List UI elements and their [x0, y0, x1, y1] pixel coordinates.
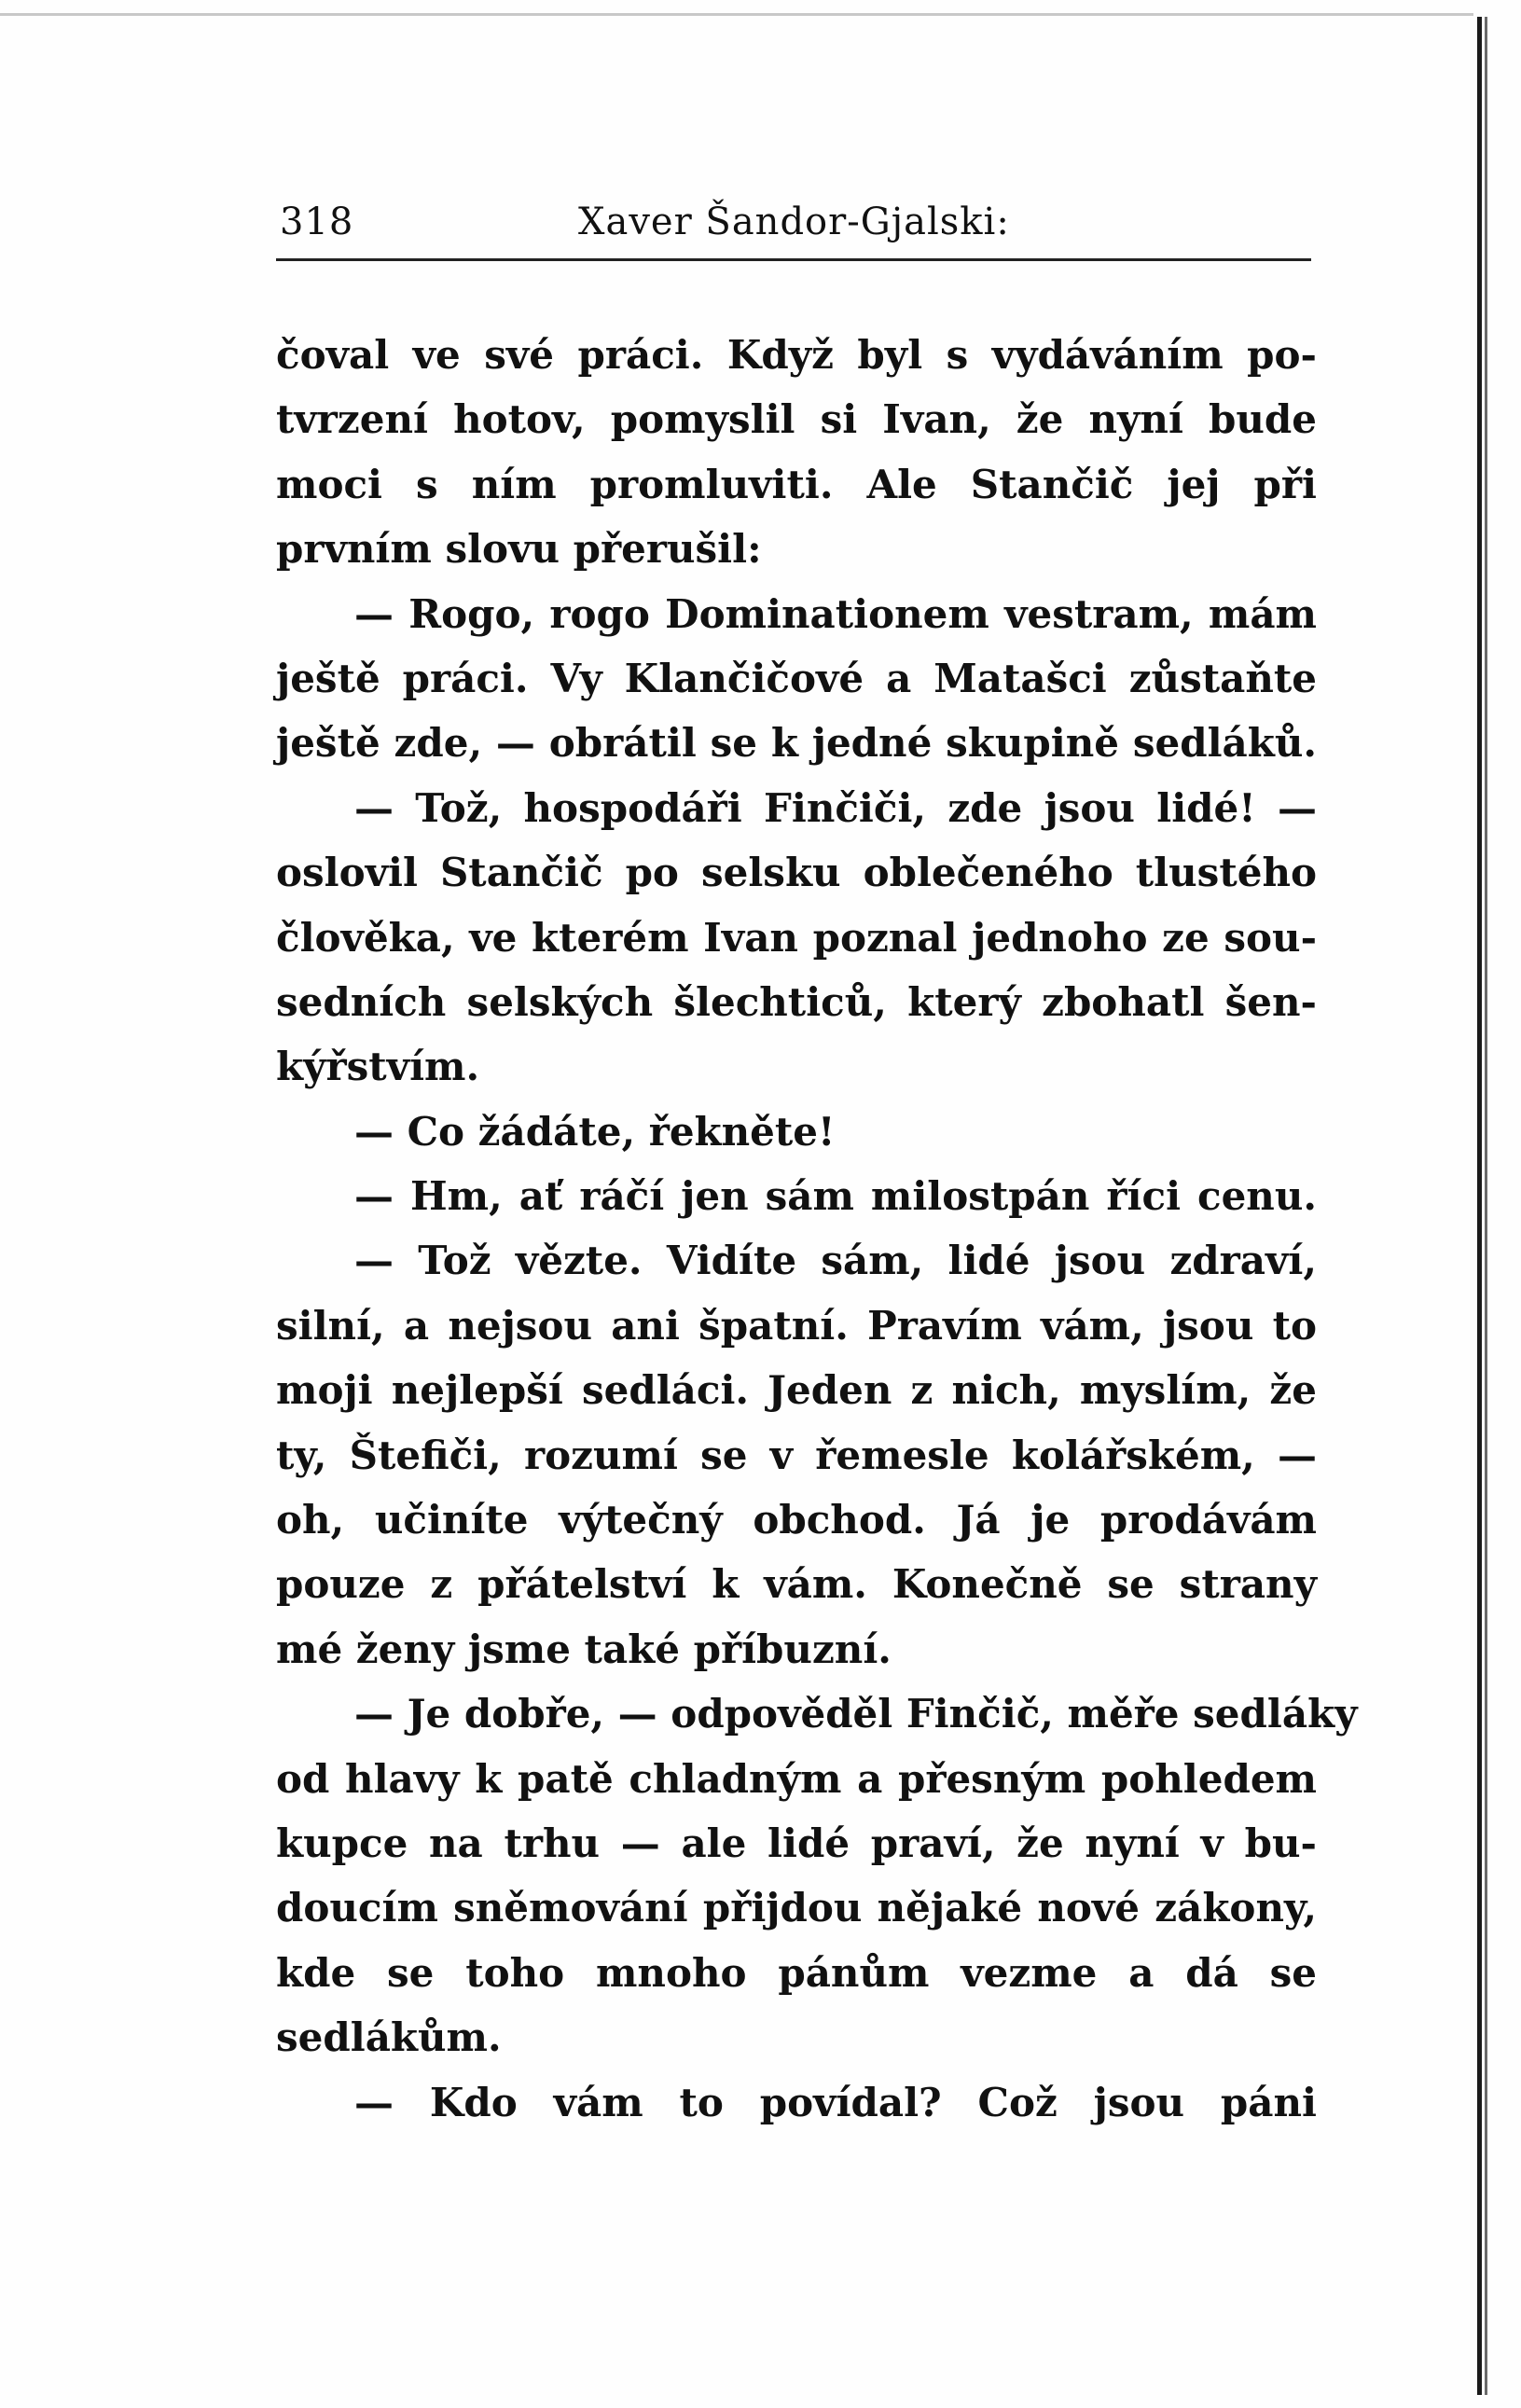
text-line: — Kdo vám to povídal? Což jsou páni	[354, 2079, 1317, 2125]
text-line: ty, Štefiči, rozumí se v řemesle kolářském, —	[276, 1432, 1317, 1478]
text-line: čoval ve své práci. Když byl s vydáváním po-	[276, 332, 1317, 378]
page-number: 318	[280, 201, 354, 243]
body-text	[276, 323, 1358, 2135]
text-line: — Tož, hospodáři Finčiči, zde jsou lidé! —	[354, 784, 1317, 831]
running-title: Xaver Šandor-Gjalski:	[578, 201, 1010, 243]
text-line: sedlákům.	[276, 2014, 502, 2061]
text-line: moci s ním promluviti. Ale Stančič jej při	[276, 461, 1317, 507]
text-line: kupce na trhu — ale lidé praví, že nyní v bu-	[276, 1820, 1317, 1866]
page-top-border	[0, 13, 1473, 16]
text-line: doucím sněmování přijdou nějaké nové zákony,	[276, 1885, 1317, 1931]
text-line: ještě zde, — obrátil se k jedné skupině sedláků.	[276, 720, 1317, 767]
text-line: od hlavy k patě chladným a přesným pohledem	[276, 1755, 1317, 1802]
text-line: oslovil Stančič po selsku oblečeného tlustého	[276, 850, 1317, 896]
text-line: — Je dobře, — odpověděl Finčič, měře sedláky	[354, 1691, 1358, 1737]
page-binding-edge-shadow	[1485, 17, 1487, 2395]
text-line: ještě práci. Vy Klančičové a Matašci zůstaňte	[276, 655, 1317, 701]
text-line: člověka, ve kterém Ivan poznal jednoho ze sou-	[276, 914, 1317, 961]
text-line: mé ženy jsme také příbuzní.	[276, 1626, 892, 1672]
text-line: oh, učiníte výtečný obchod. Já je prodávám	[276, 1497, 1317, 1543]
header-rule	[276, 258, 1311, 261]
text-line: tvrzení hotov, pomyslil si Ivan, že nyní bude	[276, 396, 1317, 443]
text-line: kde se toho mnoho pánům vezme a dá se	[276, 1949, 1317, 1996]
text-line: — Hm, ať ráčí jen sám milostpán říci cenu.	[354, 1173, 1317, 1220]
text-line: moji nejlepší sedláci. Jeden z nich, myslím, že	[276, 1367, 1317, 1414]
page-header	[280, 198, 1315, 246]
text-line: — Tož vězte. Vidíte sám, lidé jsou zdraví,	[354, 1238, 1317, 1284]
text-line: silní, a nejsou ani špatní. Pravím vám, jsou to	[276, 1302, 1317, 1349]
page-binding-edge	[1477, 17, 1482, 2395]
text-line: sedních selských šlechticů, který zbohatl šen-	[276, 978, 1317, 1025]
text-line: — Rogo, rogo Dominationem vestram, mám	[354, 590, 1317, 637]
text-line: prvním slovu přerušil:	[276, 526, 762, 573]
text-line: pouze z přátelství k vám. Konečně se strany	[276, 1561, 1317, 1608]
text-line: kýřstvím.	[276, 1044, 480, 1090]
text-line: — Co žádáte, řekněte!	[354, 1108, 836, 1155]
